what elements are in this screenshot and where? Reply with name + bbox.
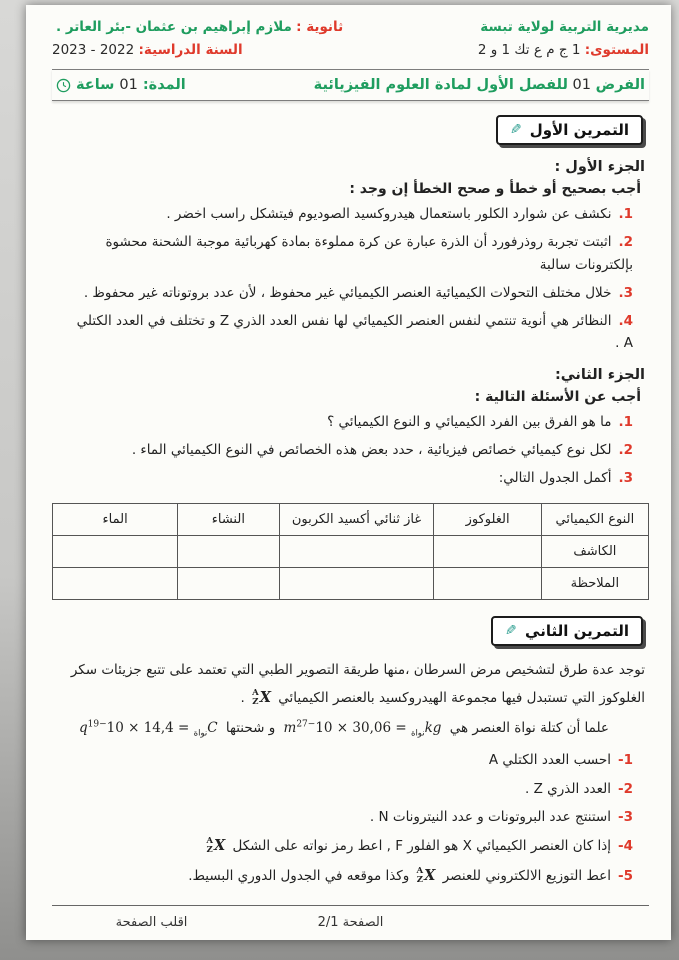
item-number: 3. [618, 284, 633, 301]
item-text: خلال مختلف التحولات الكيميائية العنصر الكيميائي غير محفوظ ، لأن عدد بروتوناته غير محفوظ . [83, 284, 612, 301]
item-text: إذا كان العنصر الكيميائي X هو الفلور F , اعط رمز نواته على الشكل [232, 838, 611, 855]
atomic-number: Z [206, 845, 213, 856]
table-row [53, 536, 649, 568]
table-cell [434, 536, 541, 568]
level-value: 1 ج م ع تك 1 و 2 [477, 42, 581, 58]
mass-value: = 30,06 × 10 [315, 719, 411, 736]
turn-page-note: اقلب الصفحة [115, 915, 188, 930]
school-line [56, 19, 343, 35]
clock-icon [56, 78, 71, 93]
exam-title-prefix: الفرض [595, 77, 645, 93]
page-footer [52, 905, 649, 934]
charge-exponent: −19 [87, 719, 107, 730]
col-header-starch: النشاء [178, 504, 279, 536]
exercise2-items [68, 749, 633, 894]
item-number: 3. [618, 470, 633, 487]
year-line [52, 42, 243, 58]
nuclide-symbol [252, 684, 271, 712]
footer-spacer [450, 915, 649, 930]
element-symbol: X [213, 837, 226, 855]
row-label-observation: الملاحظة [541, 568, 648, 600]
item-text: ما هو الفرق بين الفرد الكيميائي و النوع الكيميائي ؟ [327, 413, 612, 430]
item-number: 4. [618, 313, 633, 330]
charge-unit: C [207, 719, 218, 736]
duration-label: المدة: [142, 77, 186, 93]
item-text: أكمل الجدول التالي: [498, 470, 612, 487]
header-row-2 [52, 42, 649, 58]
item-number: 2- [617, 780, 633, 797]
table-cell [178, 536, 279, 568]
atomic-number: Z [416, 875, 423, 886]
list-item [68, 834, 633, 858]
item-number: 5- [617, 868, 633, 885]
duration-line [56, 77, 186, 93]
header-row-1 [52, 19, 649, 35]
item-number: 1. [618, 206, 633, 222]
part1-title: الجزء الأول : [554, 159, 645, 175]
exercise2-title: التمرين الثاني [525, 622, 629, 641]
item-text: استنتج عدد البروتونات و عدد النيترونات N . [369, 808, 611, 825]
formula-intro: علما أن كتلة نواة العنصر هي [449, 719, 609, 736]
mass-unit: kg [424, 719, 442, 736]
table-row [53, 568, 649, 600]
part1-prompt: أجب بصحيح أو خطأ و صحح الخطأ إن وجد : [349, 181, 641, 197]
item-text: العدد الذري Z . [525, 780, 611, 797]
year-value: 2022 - 2023 [52, 42, 135, 58]
mass-number: A [206, 836, 213, 847]
element-symbol: X [259, 689, 271, 707]
intro-period: . [240, 689, 245, 706]
school-label: ثانوية : [296, 19, 344, 35]
duration-number: 01 [119, 77, 138, 93]
table-cell [434, 568, 541, 600]
exercise1-title-box [496, 115, 643, 145]
species-table [52, 503, 649, 600]
mass-variable: m [283, 719, 297, 736]
item-text: نكشف عن شوارد الكلور باستعمال هيدروكسيد الصوديوم فيتشكل راسب اخضر . [166, 206, 612, 222]
item-number: 3- [617, 808, 633, 825]
school-name: ملازم إبراهيم بن عثمان -بئر العاتر . [56, 19, 292, 35]
col-header-glucose: الغلوكوز [434, 504, 541, 536]
formula-conjunction: و شحنتها [225, 719, 276, 736]
table-cell [53, 568, 178, 600]
year-label: السنة الدراسية: [138, 42, 243, 58]
part2-items [68, 411, 633, 496]
col-header-co2: غاز ثنائي أكسيد الكربون [279, 504, 434, 536]
col-header-water: الماء [53, 504, 178, 536]
item-number: 4- [617, 838, 633, 855]
table-cell [178, 568, 279, 600]
list-item [68, 310, 633, 355]
row-label-reagent: الكاشف [541, 536, 648, 568]
part1-items [68, 203, 633, 361]
table-cell [53, 536, 178, 568]
charge-variable: q [78, 719, 88, 736]
item-text: اعط التوزيع الالكتروني للعنصر [442, 868, 611, 885]
pen-icon: ✎ [505, 623, 518, 640]
mass-formula [280, 716, 446, 742]
item-text: اثبتت تجربة روذرفورد أن الذرة عبارة عن كرة مملوءة بمادة كهربائية موجبة الشحنة محشوة بإلكترونات سالبة [105, 234, 633, 273]
item-text: احسب العدد الكتلي A [488, 752, 611, 769]
exercise2-title-box [491, 616, 643, 646]
level-label: المستوى: [584, 42, 649, 58]
charge-value: = 14,4 × 10 [106, 719, 194, 736]
mass-subscript: نواة [410, 728, 425, 739]
item-text-post: وكذا موقعه في الجدول الدوري البسيط. [188, 868, 410, 885]
exam-title [314, 77, 645, 93]
item-number: 1- [617, 752, 633, 769]
list-item [68, 203, 633, 225]
mass-number: A [416, 866, 424, 877]
list-item [68, 806, 633, 828]
list-item [68, 778, 633, 800]
directorate-name: مديرية التربية لولاية تبسة [480, 19, 649, 35]
table-cell [279, 568, 434, 600]
exercise1-title: التمرين الأول [529, 121, 629, 139]
list-item [68, 439, 633, 461]
item-number: 2. [618, 234, 633, 251]
list-item [68, 467, 633, 489]
exercise2-intro [56, 658, 645, 711]
atomic-number: Z [252, 696, 259, 707]
formula-line [52, 716, 609, 742]
mass-exponent: −27 [296, 719, 316, 730]
list-item [68, 864, 633, 888]
list-item [68, 231, 633, 276]
exam-number: 01 [572, 77, 591, 93]
charge-formula [75, 716, 222, 742]
exam-title-suffix: للفصل الأول لمادة العلوم الفيزيائية [313, 77, 568, 93]
part2-title: الجزء الثاني: [554, 366, 645, 383]
exam-band [52, 69, 649, 101]
nuclide-symbol [417, 864, 436, 888]
item-number: 2. [618, 441, 633, 458]
page-number: الصفحة 2/1 [317, 915, 384, 930]
item-number: 1. [618, 413, 633, 430]
part2-prompt: أجب عن الأسئلة التالية : [474, 388, 641, 405]
charge-subscript: نواة [193, 728, 208, 739]
list-item [68, 282, 633, 304]
exam-page [26, 5, 671, 940]
col-header-species: النوع الكيميائي [541, 504, 648, 536]
table-header-row [53, 504, 649, 536]
element-symbol: X [424, 867, 436, 885]
pen-icon: ✎ [509, 122, 522, 138]
mass-number: A [252, 687, 259, 698]
intro-text: توجد عدة طرق لتشخيص مرض السرطان ،منها طريقة التصوير الطبي التي تعتمد على تتبع جزيئات سكر الغلوكوز التي تستبدل فيها مجموعة الهيدروكسيد بالعنصر الكيميائي [70, 662, 645, 706]
table-cell [279, 536, 434, 568]
level-line [478, 42, 649, 58]
item-text: لكل نوع كيميائي خصائص فيزيائية ، حدد بعض هذه الخصائص في النوع الكيميائي الماء . [131, 441, 612, 458]
list-item [68, 411, 633, 433]
nuclide-symbol [206, 834, 225, 858]
list-item [68, 749, 633, 771]
item-text: النظائر هي أنوية تنتمي لنفس العنصر الكيميائي لها نفس العدد الذري Z و تختلف في العدد الكتلي A . [76, 313, 633, 352]
duration-unit: ساعة [76, 77, 115, 93]
